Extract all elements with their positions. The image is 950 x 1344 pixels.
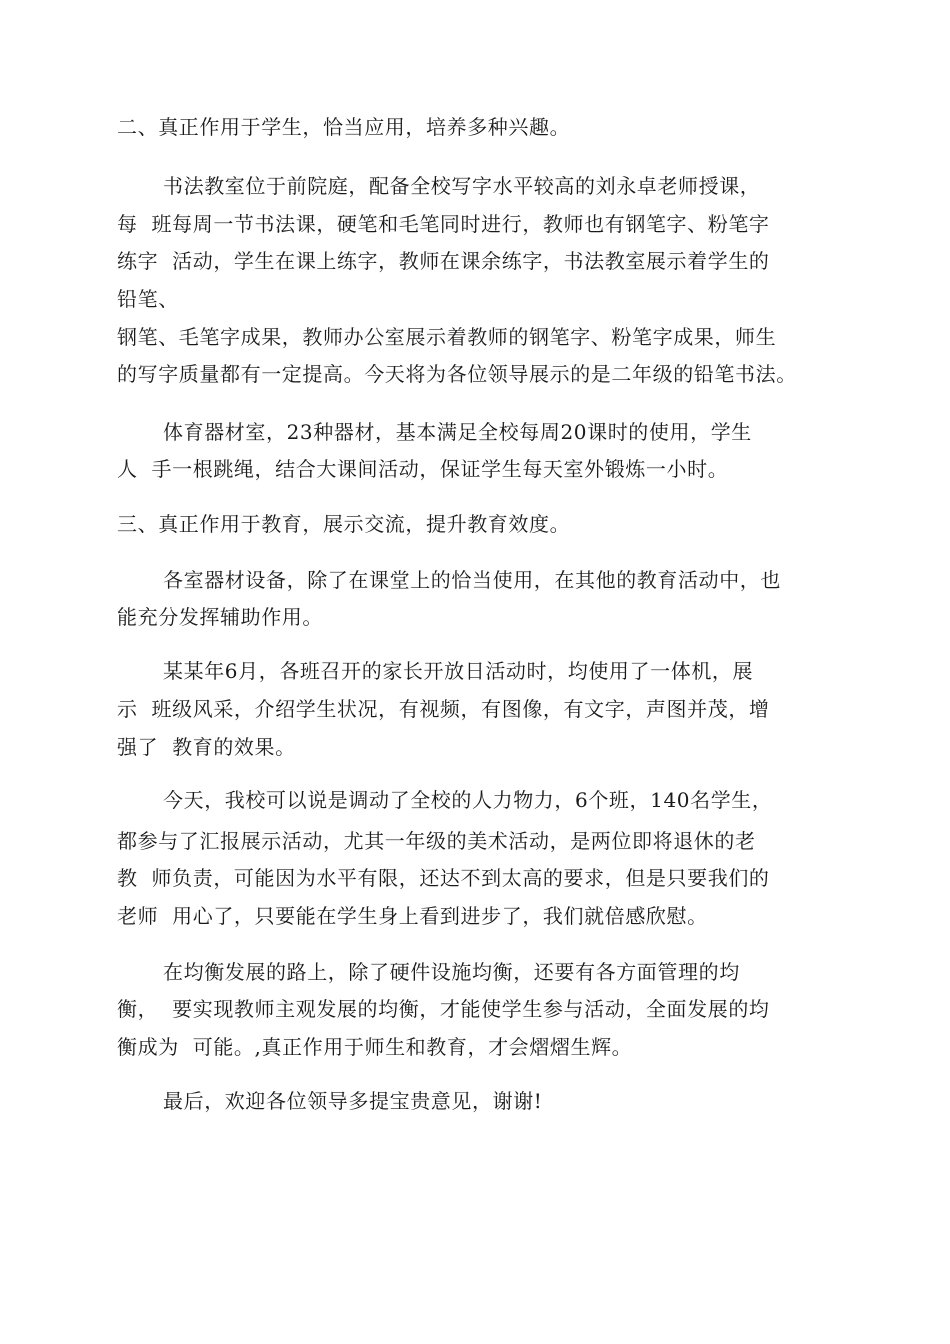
paragraph-line: 某某年6月，各班召开的家长开放日活动时，均使用了一体机，展 — [163, 659, 754, 683]
paragraph-line: 的写字质量都有一定提高。今天将为各位领导展示的是二年级的铅笔书法。 — [117, 362, 797, 386]
paragraph-line: 铅笔、 — [117, 287, 179, 311]
paragraph-line: 今天，我校可以说是调动了全校的人力物力，6个班，140名学生， — [163, 788, 773, 812]
section-heading-3: 三、真正作用于教育，展示交流，提升教育效度。 — [117, 512, 571, 536]
closing-line: 最后，欢迎各位领导多提宝贵意见，谢谢! — [163, 1089, 543, 1113]
paragraph-line: 衡成为 可能。,真正作用于师生和教育，才会熠熠生辉。 — [117, 1035, 633, 1059]
paragraph-line: 书法教室位于前院庭，配备全校写字水平较高的刘永卓老师授课， — [163, 174, 761, 198]
paragraph-line: 衡， 要实现教师主观发展的均衡，才能使学生参与活动，全面发展的均 — [117, 997, 770, 1021]
paragraph-line: 在均衡发展的路上，除了硬件设施均衡，还要有各方面管理的均 — [163, 960, 740, 984]
paragraph-line: 练字 活动，学生在课上练字，教师在课余练字，书法教室展示着学生的 — [117, 249, 770, 273]
paragraph-line: 各室器材设备，除了在课堂上的恰当使用，在其他的教育活动中，也 — [163, 568, 781, 592]
section-heading-2: 二、真正作用于学生，恰当应用，培养多种兴趣。 — [117, 115, 571, 139]
paragraph-line: 都参与了汇报展示活动，尤其一年级的美术活动，是两位即将退休的老 — [117, 829, 756, 853]
paragraph-line: 钢笔、毛笔字成果，教师办公室展示着教师的钢笔字、粉笔字成果，师生 — [117, 325, 777, 349]
paragraph-line: 老师 用心了，只要能在学生身上看到进步了，我们就倍感欣慰。 — [117, 904, 708, 928]
paragraph-line: 每 班每周一节书法课，硬笔和毛笔同时进行，教师也有钢笔字、粉笔字 — [117, 212, 770, 236]
paragraph-line: 示 班级风采，介绍学生状况，有视频，有图像，有文字，声图并茂，增 — [117, 697, 770, 721]
paragraph-line: 体育器材室，23种器材，基本满足全校每周20课时的使用，学生 — [163, 420, 752, 444]
paragraph-line: 强了 教育的效果。 — [117, 735, 296, 759]
paragraph-line: 教 师负责，可能因为水平有限，还达不到太高的要求，但是只要我们的 — [117, 866, 770, 890]
paragraph-line: 人 手一根跳绳，结合大课间活动，保证学生每天室外锻炼一小时。 — [117, 457, 729, 481]
paragraph-line: 能充分发挥辅助作用。 — [117, 605, 323, 629]
